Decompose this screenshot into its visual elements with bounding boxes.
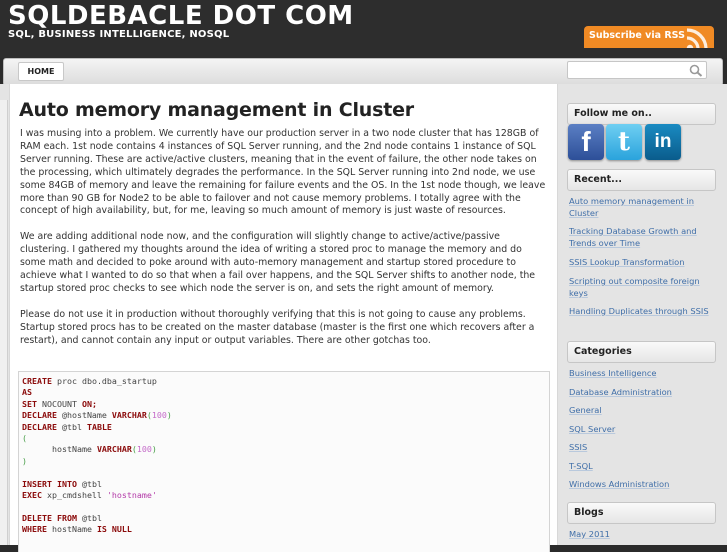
post-content (9, 84, 558, 545)
code-number: 100 (136, 444, 152, 455)
code-keyword: VARCHAR (96, 444, 132, 455)
code-text-run: xp_cmdshell (41, 490, 107, 501)
search-input[interactable] (568, 66, 689, 84)
code-keyword: AS (22, 387, 32, 398)
code-text-run: @tbl (56, 421, 87, 432)
nav-bar (3, 58, 723, 86)
code-keyword: INTO (56, 478, 77, 489)
category-link[interactable]: Business Intelligence (569, 368, 657, 378)
code-keyword: SET (22, 398, 37, 409)
code-keyword: IS NULL (96, 524, 132, 535)
code-paren: ( (131, 444, 137, 455)
code-keyword: DECLARE (22, 421, 57, 432)
recent-post-link[interactable]: Auto memory management in Cluster (569, 196, 694, 218)
linkedin-glyph: in (654, 131, 672, 152)
post-body (20, 128, 548, 361)
rss-subscribe-button[interactable] (584, 26, 714, 48)
code-keyword: DELETE (22, 512, 52, 523)
category-link[interactable]: General (569, 405, 602, 415)
category-link[interactable]: T-SQL (569, 461, 593, 471)
code-paren: ) (151, 444, 157, 455)
search-box (567, 61, 707, 79)
post-paragraph: I was musing into a problem. We currently have our production server in a two node cluster that has 128GB of RAM each. 1st node contains 4 instances of SQL Server running, and the 2nd node contains 1 instance of SQL Server running. These are active/active clusters, meaning that in the event of failure, the other node takes on the processing, which ultimately degrades the performance. In the SQL Server running into 2nd node, we use some 84GB of memory and leave the remaining for failure events and the OS. In the 1st node though, we leave more than 90 GB for Node2 to be able to failover and not cause memory problems. I totally agree with the concept of high availability, but, for me, leaving so much amount of memory is just waste of resources. (20, 128, 546, 217)
code-paren: ( (22, 433, 27, 444)
left-edge-strip (0, 100, 8, 545)
code-keyword: WHERE (22, 524, 47, 535)
widget-heading-categories: Categories (567, 341, 716, 363)
category-link[interactable]: Windows Administration (569, 479, 670, 489)
code-paren: ) (22, 455, 27, 466)
code-number: 100 (151, 410, 167, 421)
code-keyword: TABLE (86, 421, 112, 432)
code-text-run: hostName (22, 444, 97, 455)
code-keyword: VARCHAR (111, 410, 147, 421)
category-link[interactable]: SQL Server (569, 424, 616, 434)
recent-post-link[interactable]: Tracking Database Growth and Trends over Time (569, 226, 697, 248)
post-paragraph: We are adding additional node now, and the configuration will slightly change to active/active/passive clustering. I gathered my thoughts around the idea of writing a stored proc to manage the memory and do some math and decided to poke around with auto-memory management and startup stored procedure to achieve what I wanted to do so that when a fail over happens, and the SQL Server shifts to another node, the startup stored proc checks to see which node the server is on, and sets the right amount of memory. (20, 231, 536, 294)
facebook-glyph: f (581, 126, 591, 157)
recent-post-link[interactable]: Scripting out composite foreign keys (569, 276, 700, 298)
code-string: 'hostname' (106, 490, 157, 501)
code-keyword: INSERT (22, 478, 52, 489)
search-icon[interactable] (689, 64, 703, 77)
rss-label: Subscribe via RSS (589, 30, 685, 41)
nav-home-button[interactable]: HOME (18, 62, 64, 81)
rss-icon (682, 26, 712, 48)
code-text-run: NOCOUNT (37, 398, 82, 409)
facebook-icon[interactable] (568, 124, 604, 160)
category-link[interactable]: SSIS (569, 442, 588, 452)
post-title[interactable]: Auto memory management in Cluster (19, 99, 414, 121)
post-paragraph: Please do not use it in production without thoroughly verifying that this is not going to cause any problems. Startup stored procs has to be created on the master database (master is the first one which recovers after a restart), and cannot contain any input or output variables. There are other gotchas too. (20, 308, 535, 346)
code-text-run: @tbl (76, 512, 102, 523)
code-paren: ) (166, 410, 172, 421)
widget-heading-recent: Recent... (567, 169, 716, 191)
code-keyword: ON; (81, 398, 97, 409)
twitter-icon[interactable] (606, 124, 642, 160)
twitter-glyph: t (617, 127, 630, 157)
code-text-run: @hostName (56, 410, 112, 421)
code-text-run: @tbl (76, 478, 102, 489)
site-title[interactable]: SQLDEBACLE DOT COM (8, 1, 354, 31)
code-text-run: proc dbo.dba_startup (51, 376, 157, 386)
widget-heading-blogs: Blogs (567, 502, 716, 524)
linkedin-icon[interactable] (645, 124, 681, 160)
archive-link[interactable]: May 2011 (569, 529, 610, 539)
code-keyword: DECLARE (22, 410, 57, 421)
code-block (18, 371, 550, 552)
site-header (0, 0, 727, 58)
code-keyword: CREATE (22, 376, 52, 386)
recent-post-link[interactable]: Handling Duplicates through SSIS (569, 306, 709, 316)
page-area (0, 84, 727, 545)
widget-heading-follow: Follow me on.. (567, 103, 716, 125)
code-keyword: EXEC (22, 490, 42, 501)
site-description: SQL, BUSINESS INTELLIGENCE, NOSQL (8, 29, 230, 40)
code-paren: ( (146, 410, 152, 421)
category-link[interactable]: Database Administration (569, 387, 672, 397)
code-text (22, 376, 172, 536)
code-keyword: FROM (56, 512, 77, 523)
code-text-run: hostName (46, 524, 97, 535)
recent-post-link[interactable]: SSIS Lookup Transformation (569, 257, 685, 267)
